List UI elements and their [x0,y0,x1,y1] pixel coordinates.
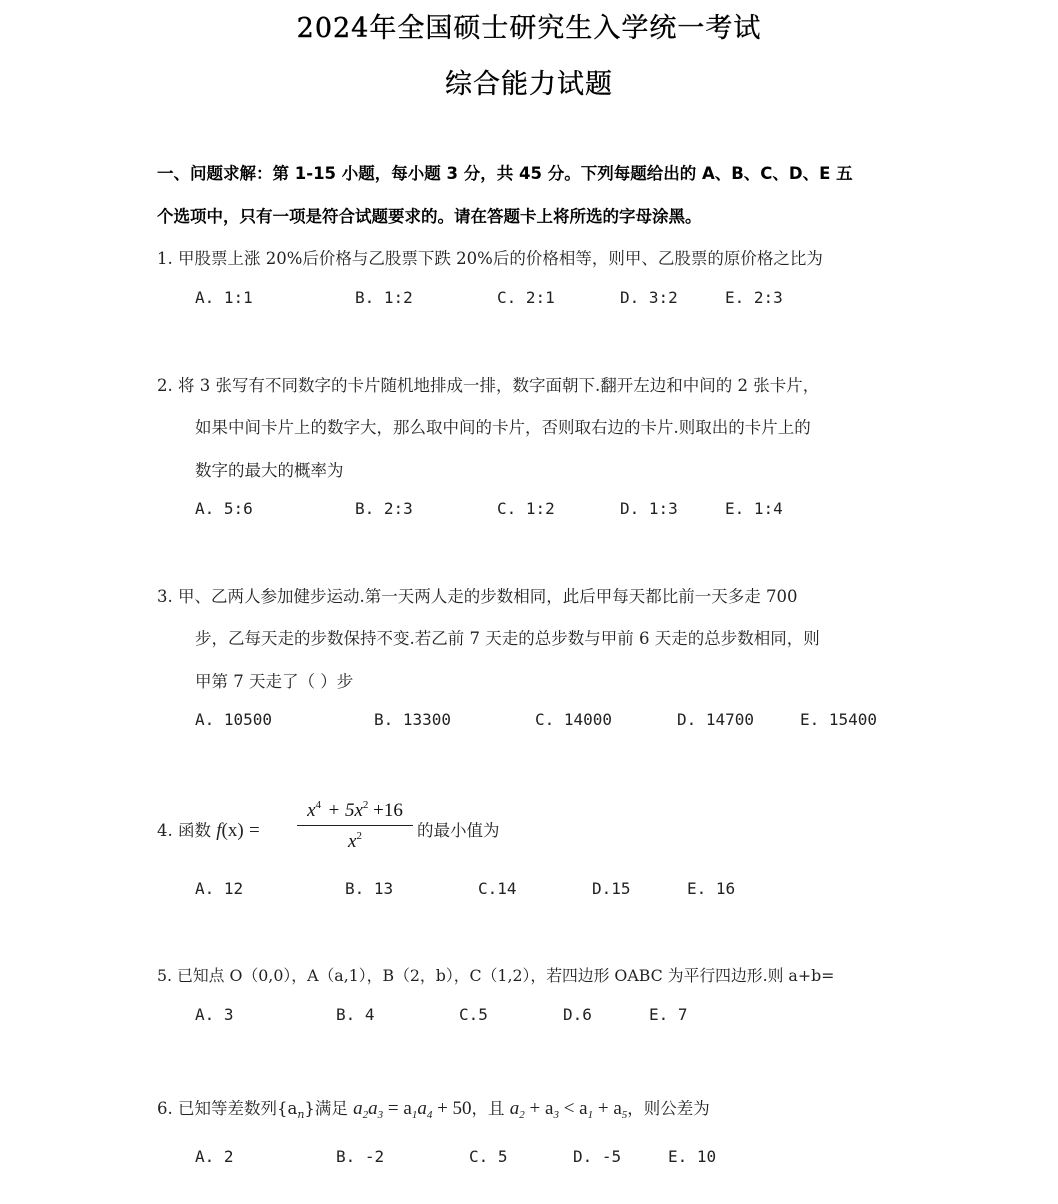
q1-option-b[interactable]: B. 1:2 [355,288,413,307]
q1-option-d[interactable]: D. 3:2 [620,288,678,307]
q4-prefix-text: 4. 函数 [157,821,211,840]
q4-option-e[interactable]: E. 16 [687,879,736,898]
question-4-suffix: 的最小值为 [417,821,500,840]
question-3-line-1: 3. 甲、乙两人参加健步运动.第一天两人走的步数相同，此后甲每天都比前一天多走 700 [157,587,798,606]
q4-arg: (x) [221,820,244,841]
q2-option-e[interactable]: E. 1:4 [725,499,783,518]
q6-option-b[interactable]: B. -2 [336,1147,385,1166]
q2-option-a[interactable]: A. 5:6 [195,499,253,518]
q1-option-e[interactable]: E. 2:3 [725,288,783,307]
question-2-line-1: 2. 将 3 张写有不同数字的卡片随机地排成一排，数字面朝下.翻开左边和中间的 2 张卡片， [157,376,820,395]
question-6-text: 6. 已知等差数列$\{a_n\}$满足 $a_2a_3 = a_1a_4 + 50$，且 $a_2 + a_3 < a_1 + a_5$，则公差为 [157,1098,710,1121]
q4-numerator: $x^4$ + $5x^2 +16$ [307,799,403,821]
q1-option-a[interactable]: A. 1:1 [195,288,253,307]
q5-option-a[interactable]: A. 3 [195,1005,234,1024]
q3-option-c[interactable]: C. 14000 [535,710,613,729]
q3-option-e[interactable]: E. 15400 [800,710,878,729]
q2-option-d[interactable]: D. 1:3 [620,499,678,518]
section-line-2: 个选项中，只有一项是符合试题要求的。请在答题卡上将所选的字母涂黑。 [157,207,702,226]
q6-option-c[interactable]: C. 5 [469,1147,508,1166]
q2-option-c[interactable]: C. 1:2 [497,499,555,518]
question-5-text: 5. 已知点 O（0,0），A（a,1），B（2，b），C（1,2），若四边形 OABC 为平行四边形.则 a+b= [157,966,835,985]
q6-condition-1: $a_2a_3 = a_1a_4 + 50$ [353,1098,472,1121]
q2-option-b[interactable]: B. 2:3 [355,499,413,518]
question-2-line-2: 如果中间卡片上的数字大，那么取中间的卡片，否则取右边的卡片.则取出的卡片上的 [195,418,811,437]
q4-option-b[interactable]: B. 13 [345,879,394,898]
q4-option-d[interactable]: D.15 [592,879,631,898]
q4-option-c[interactable]: C.14 [478,879,517,898]
q3-option-a[interactable]: A. 10500 [195,710,273,729]
section-line-1: 一、问题求解：第 1-15 小题，每小题 3 分，共 45 分。下列每题给出的 A、B、C、D、E 五 [157,164,853,183]
q4-denominator: $x^2$ [348,830,362,852]
q4-fraction-bar [297,825,413,826]
q6-condition-2: $a_2 + a_3 < a_1 + a_5$ [509,1098,628,1121]
q6-option-a[interactable]: A. 2 [195,1147,234,1166]
exam-subtitle: 综合能力试题 [445,69,613,100]
q3-option-d[interactable]: D. 14700 [677,710,755,729]
q5-option-e[interactable]: E. 7 [649,1005,688,1024]
question-3-line-3: 甲第 7 天走了（ ）步 [195,672,354,691]
q5-option-d[interactable]: D.6 [563,1005,592,1024]
q3-option-b[interactable]: B. 13300 [374,710,452,729]
q1-option-c[interactable]: C. 2:1 [497,288,555,307]
q5-option-b[interactable]: B. 4 [336,1005,375,1024]
q4-f: f [216,820,222,841]
exam-title: 2024年全国硕士研究生入学统一考试 [296,13,762,44]
q6-option-d[interactable]: D. -5 [573,1147,622,1166]
q4-eq: = [248,820,260,841]
q5-option-c[interactable]: C.5 [459,1005,488,1024]
question-2-line-3: 数字的最大的概率为 [195,461,344,480]
question-3-line-2: 步，乙每天走的步数保持不变.若乙前 7 天走的总步数与甲前 6 天走的总步数相同，则 [195,629,820,648]
q6-option-e[interactable]: E. 10 [668,1147,717,1166]
q4-option-a[interactable]: A. 12 [195,879,244,898]
q4-fraction [297,799,413,857]
question-1-text: 1. 甲股票上涨 20%后价格与乙股票下跌 20%后的价格相等，则甲、乙股票的原价格之比为 [157,249,823,268]
question-4-prefix [157,817,260,842]
